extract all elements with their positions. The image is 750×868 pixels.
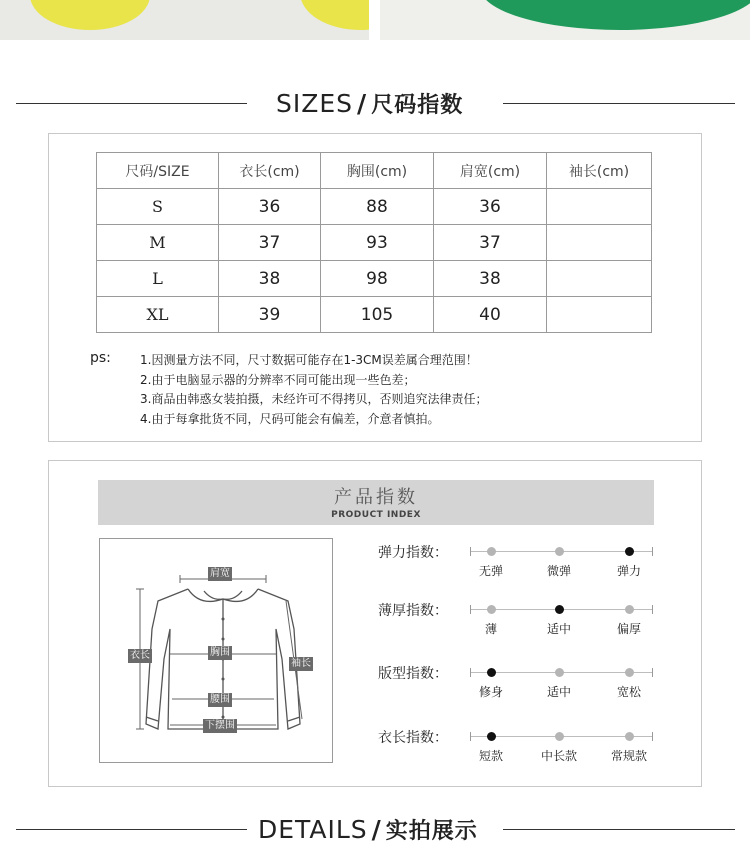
index-track-end — [652, 732, 653, 741]
diagram-label-hem: 下摆围 — [205, 720, 235, 731]
index-option-label: 弹力 — [616, 564, 641, 578]
cell-shoulder: 38 — [434, 261, 547, 297]
product-photo-green — [380, 0, 750, 40]
diagram-label-shoulder: 肩宽 — [210, 568, 230, 579]
index-option-label: 短款 — [478, 749, 503, 763]
size-table — [96, 152, 652, 333]
index-dot — [625, 732, 634, 741]
cell-size: XL — [97, 297, 219, 333]
cell-length: 38 — [219, 261, 321, 297]
index-dot — [487, 547, 496, 556]
index-track-end — [652, 547, 653, 556]
index-dot — [625, 668, 634, 677]
details-title-separator: / — [371, 815, 382, 844]
divider-line-right — [503, 103, 735, 104]
index-option-label: 修身 — [478, 685, 503, 699]
cell-size: M — [97, 225, 219, 261]
index-option-label: 适中 — [546, 622, 571, 636]
index-track-start — [470, 732, 471, 741]
cell-chest: 93 — [321, 225, 434, 261]
product-photo-yellow — [0, 0, 369, 40]
index-track-start — [470, 547, 471, 556]
cell-size: S — [97, 189, 219, 225]
index-option-label: 常规款 — [610, 749, 647, 763]
index-dot — [487, 605, 496, 614]
table-row — [97, 189, 652, 225]
index-dot-selected — [555, 605, 564, 614]
cell-size: L — [97, 261, 219, 297]
index-track-end — [652, 668, 653, 677]
header-chest: 胸围(cm) — [321, 153, 434, 189]
cell-sleeve — [547, 261, 652, 297]
cell-chest: 88 — [321, 189, 434, 225]
index-track-start — [470, 605, 471, 614]
cell-length: 39 — [219, 297, 321, 333]
sizes-title-separator: / — [357, 89, 368, 118]
note-line-2: 2.由于电脑显示器的分辨率不同可能出现一些色差； — [140, 373, 416, 387]
details-section-title — [258, 814, 478, 845]
garment-measurement-diagram — [99, 538, 333, 763]
index-option-label: 偏厚 — [616, 622, 641, 636]
index-dot-selected — [487, 668, 496, 677]
cell-shoulder: 37 — [434, 225, 547, 261]
notes-label: ps: — [90, 350, 111, 366]
size-table-header-row — [97, 153, 652, 189]
sizes-section-title — [276, 88, 463, 119]
sizes-title-en: SIZES — [276, 89, 354, 118]
details-title-zh: 实拍展示 — [385, 819, 478, 844]
header-size: 尺码/SIZE — [97, 153, 219, 189]
index-dot — [555, 547, 564, 556]
sizes-title-zh: 尺码指数 — [371, 93, 464, 118]
index-name: 弹力指数： — [378, 545, 448, 561]
index-dot-selected — [487, 732, 496, 741]
index-option-label: 薄 — [484, 622, 497, 636]
product-index-title-zh: 产品指数 — [334, 487, 418, 508]
index-track-end — [652, 605, 653, 614]
cell-chest: 98 — [321, 261, 434, 297]
diagram-label-length: 衣长 — [130, 650, 150, 661]
cell-shoulder: 40 — [434, 297, 547, 333]
table-row — [97, 261, 652, 297]
index-option-label: 中长款 — [540, 749, 577, 763]
header-length: 衣长(cm) — [219, 153, 321, 189]
divider-line-left — [16, 103, 247, 104]
header-shoulder: 肩宽(cm) — [434, 153, 547, 189]
index-dot — [625, 605, 634, 614]
table-row — [97, 225, 652, 261]
diagram-label-sleeve: 袖长 — [291, 658, 311, 669]
diagram-label-waist: 腰围 — [210, 694, 230, 705]
index-dot — [555, 668, 564, 677]
product-index-title-en: PRODUCT INDEX — [331, 510, 421, 520]
index-option-label: 适中 — [546, 685, 571, 699]
cell-length: 37 — [219, 225, 321, 261]
index-name: 版型指数： — [378, 666, 448, 682]
note-line-3: 3.商品由韩惑女装拍摄，未经许可不得拷贝，否则追究法律责任； — [140, 392, 488, 406]
cell-length: 36 — [219, 189, 321, 225]
cell-sleeve — [547, 297, 652, 333]
details-divider-right — [503, 829, 735, 830]
note-line-4: 4.由于每拿批货不同，尺码可能会有偏差，介意者慎拍。 — [140, 412, 440, 426]
cell-chest: 105 — [321, 297, 434, 333]
diagram-label-chest: 胸围 — [210, 647, 230, 658]
index-name: 薄厚指数： — [378, 603, 448, 619]
index-name: 衣长指数： — [378, 730, 448, 746]
header-sleeve: 袖长(cm) — [547, 153, 652, 189]
product-index-header — [98, 480, 654, 525]
index-dot-selected — [625, 547, 634, 556]
index-track-start — [470, 668, 471, 677]
index-dot — [555, 732, 564, 741]
note-line-1: 1.因测量方法不同，尺寸数据可能存在1-3CM误差属合理范围！ — [140, 353, 478, 367]
details-title-en: DETAILS — [258, 815, 368, 844]
cell-sleeve — [547, 225, 652, 261]
index-option-label: 微弹 — [546, 564, 571, 578]
table-row — [97, 297, 652, 333]
cell-sleeve — [547, 189, 652, 225]
index-option-label: 宽松 — [616, 685, 641, 699]
cell-shoulder: 36 — [434, 189, 547, 225]
details-divider-left — [16, 829, 247, 830]
index-option-label: 无弹 — [478, 564, 503, 578]
